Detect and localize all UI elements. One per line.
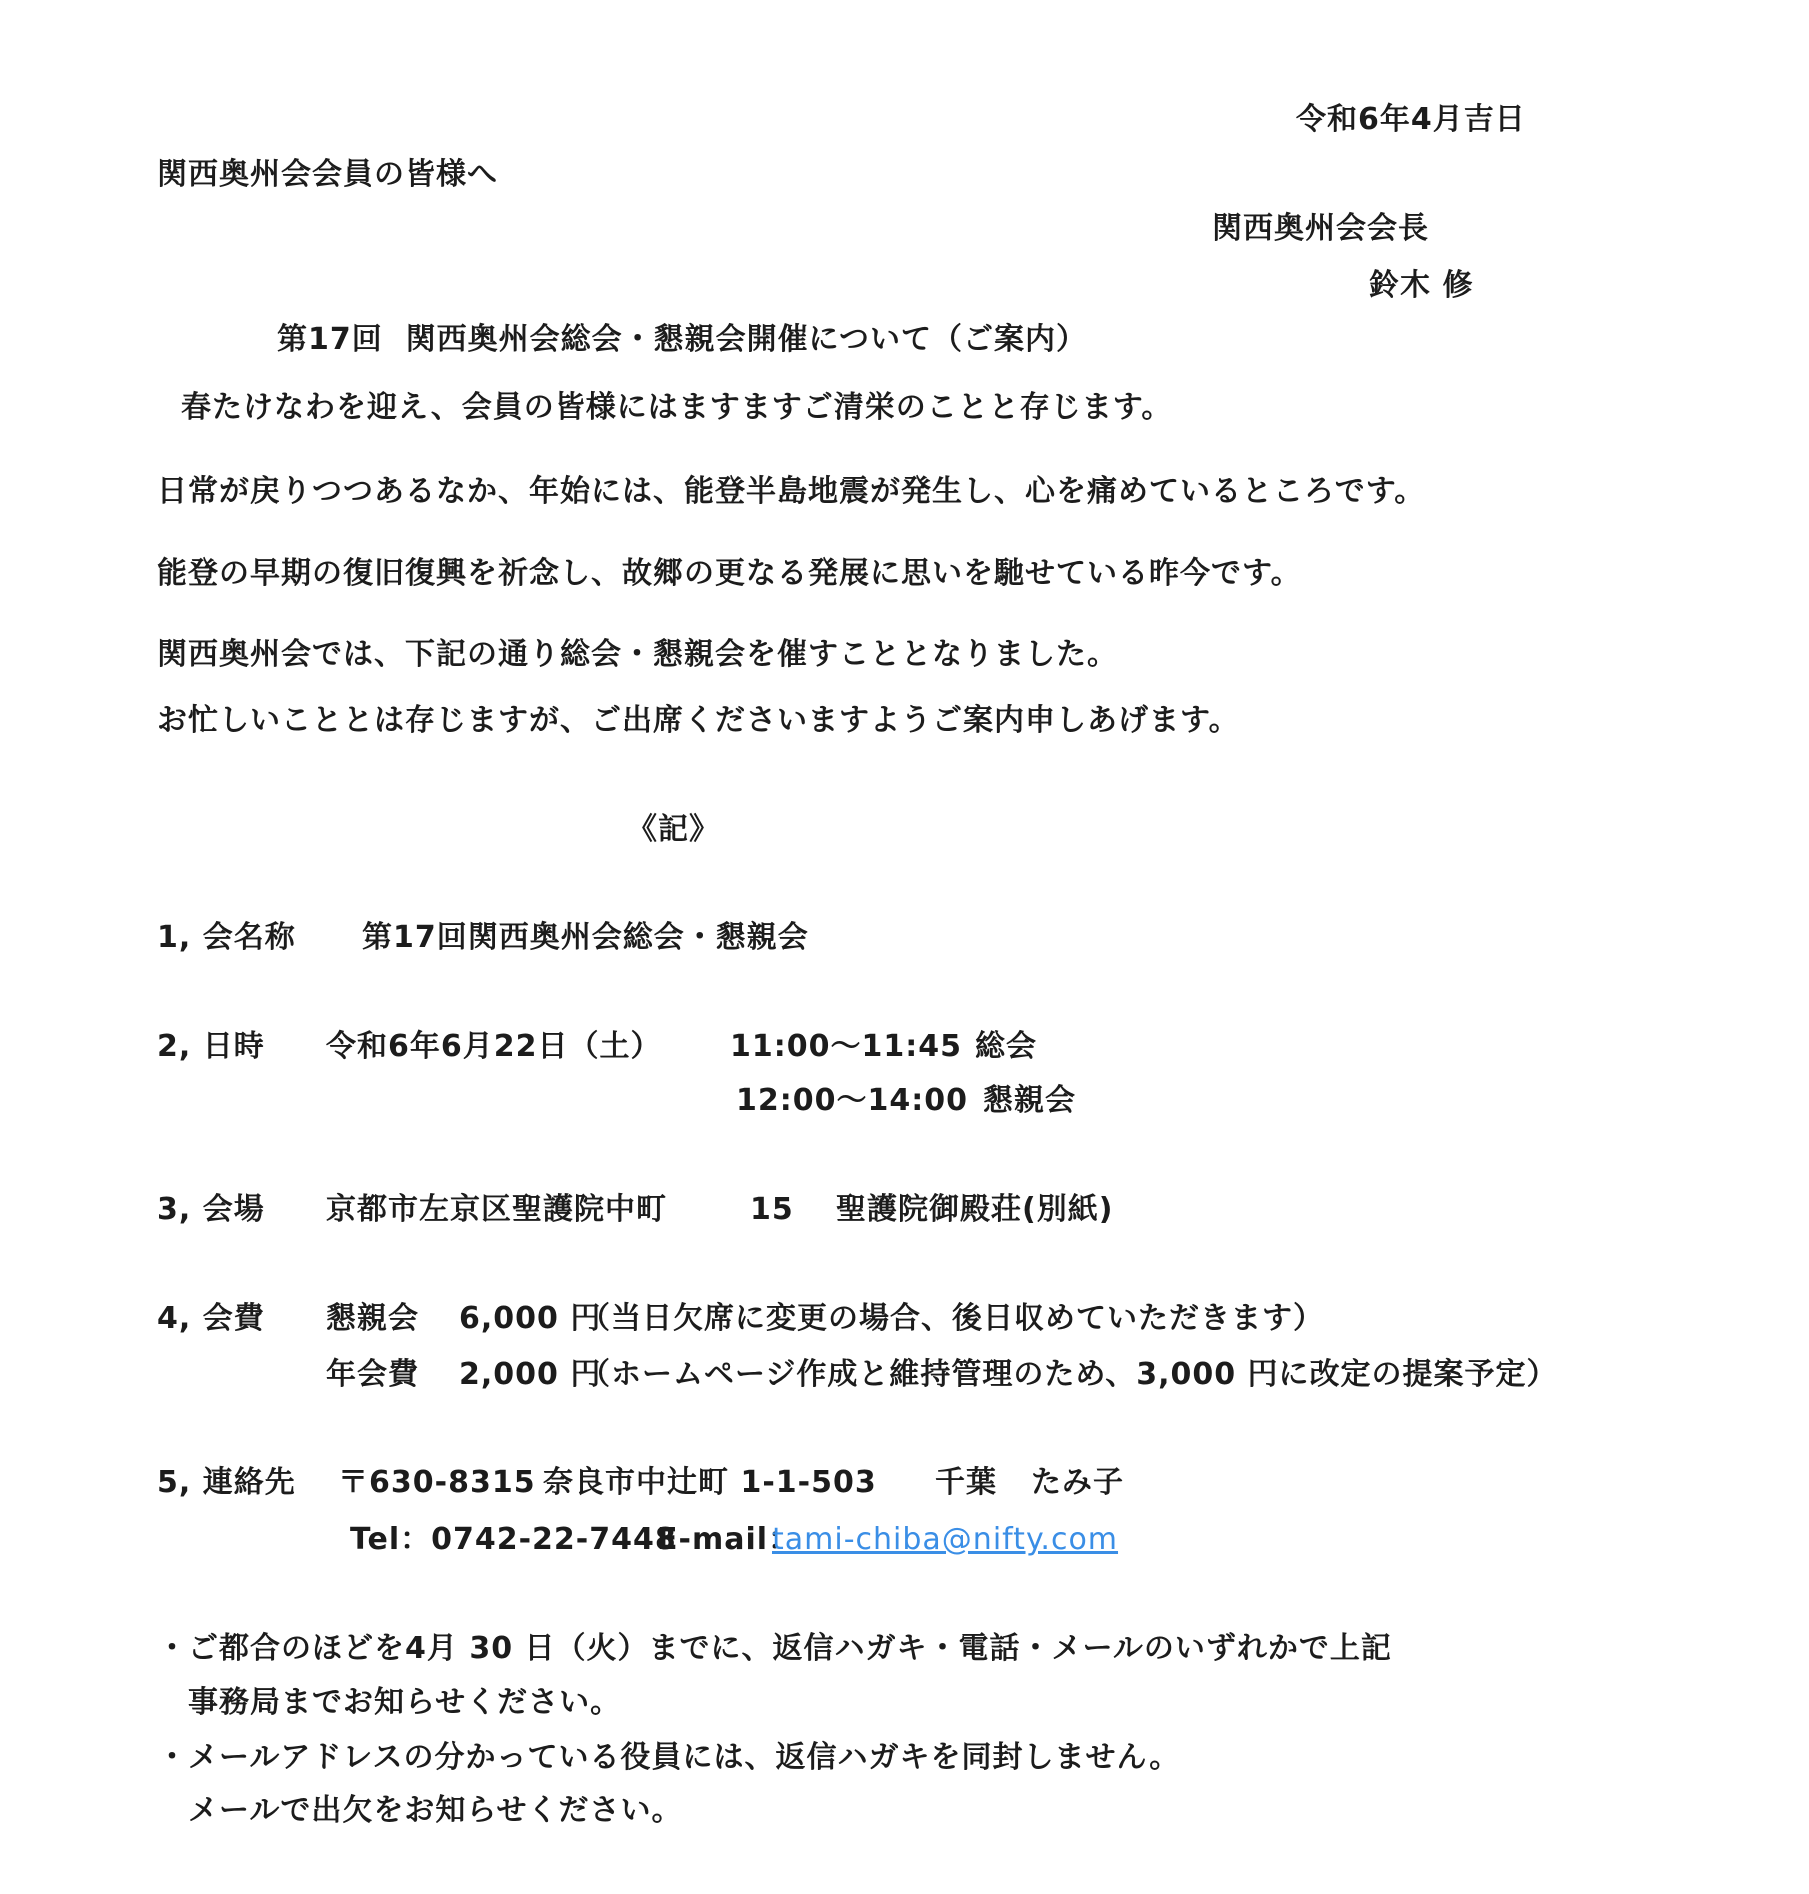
note-line: ・メールアドレスの分かっている役員には、返信ハガキを同封しません。 (157, 1740, 1181, 1775)
body-line: 能登の早期の復旧復興を祈念し、故郷の更なる発展に思いを馳せている昨今です。 (157, 556, 1302, 591)
item-4-label: 4, 会費 (157, 1301, 265, 1336)
note-line: 事務局までお知らせください。 (157, 1685, 622, 1720)
ki-heading: 《記》 (627, 812, 720, 847)
fee-note: （当日欠席に変更の場合、後日収めていただきます） (580, 1301, 1324, 1336)
sender-title: 関西奥州会会長 (1212, 211, 1429, 246)
fee-amount: 2,000 円 (459, 1357, 602, 1392)
fee-amount: 6,000 円 (459, 1301, 602, 1336)
body-line: 春たけなわを迎え、会員の皆様にはますますご清栄のことと存じます。 (181, 390, 1173, 425)
contact-address: 奈良市中辻町 1-1-503 (543, 1465, 877, 1500)
item-1-value: 第17回関西奥州会総会・懇親会 (362, 920, 809, 955)
item-3-label: 3, 会場 (157, 1192, 265, 1227)
subject: 第17回 関西奥州会総会・懇親会開催について（ご案内） (277, 322, 1088, 357)
contact-tel: Tel：0742-22-7448 (350, 1522, 677, 1557)
letter-date: 令和6年4月吉日 (1296, 102, 1526, 137)
note-line: ・ご都合のほどを4月 30 日（火）までに、返信ハガキ・電話・メールのいずれかで上記 (157, 1631, 1392, 1666)
session-time: 11:00～11:45 (730, 1029, 962, 1064)
event-date: 令和6年6月22日（土） (326, 1029, 662, 1064)
venue-number: 15 (750, 1192, 794, 1227)
session-event: 懇親会 (983, 1083, 1076, 1118)
item-1-label: 1, 会名称 (157, 920, 296, 955)
venue-place: 聖護院御殿荘(別紙) (836, 1192, 1114, 1227)
fee-name: 年会費 (326, 1357, 419, 1392)
item-5-label: 5, 連絡先 (157, 1465, 296, 1500)
session-event: 総会 (975, 1029, 1037, 1064)
contact-email-link[interactable]: tami-chiba@nifty.com (772, 1522, 1119, 1557)
sender-name: 鈴木 修 (1369, 268, 1474, 303)
note-line: メールで出欠をお知らせください。 (157, 1793, 683, 1828)
contact-postal: 〒630-8315 (338, 1465, 536, 1500)
fee-name: 懇親会 (326, 1301, 419, 1336)
item-2-label: 2, 日時 (157, 1029, 265, 1064)
fee-note: （ホームページ作成と維持管理のため、3,000 円に改定の提案予定） (580, 1357, 1558, 1392)
body-line: お忙しいこととは存じますが、ご出席くださいますようご案内申しあげます。 (157, 703, 1240, 738)
contact-email-label: E-mail： (657, 1522, 800, 1557)
addressee: 関西奥州会会員の皆様へ (157, 157, 498, 192)
body-line: 日常が戻りつつあるなか、年始には、能登半島地震が発生し、心を痛めているところです。 (157, 474, 1426, 509)
session-time: 12:00～14:00 (736, 1083, 968, 1118)
contact-given-name: たみ子 (1031, 1465, 1124, 1500)
venue-address: 京都市左京区聖護院中町 (326, 1192, 667, 1227)
contact-surname: 千葉 (935, 1465, 997, 1500)
body-line: 関西奥州会では、下記の通り総会・懇親会を催すこととなりました。 (157, 637, 1118, 672)
